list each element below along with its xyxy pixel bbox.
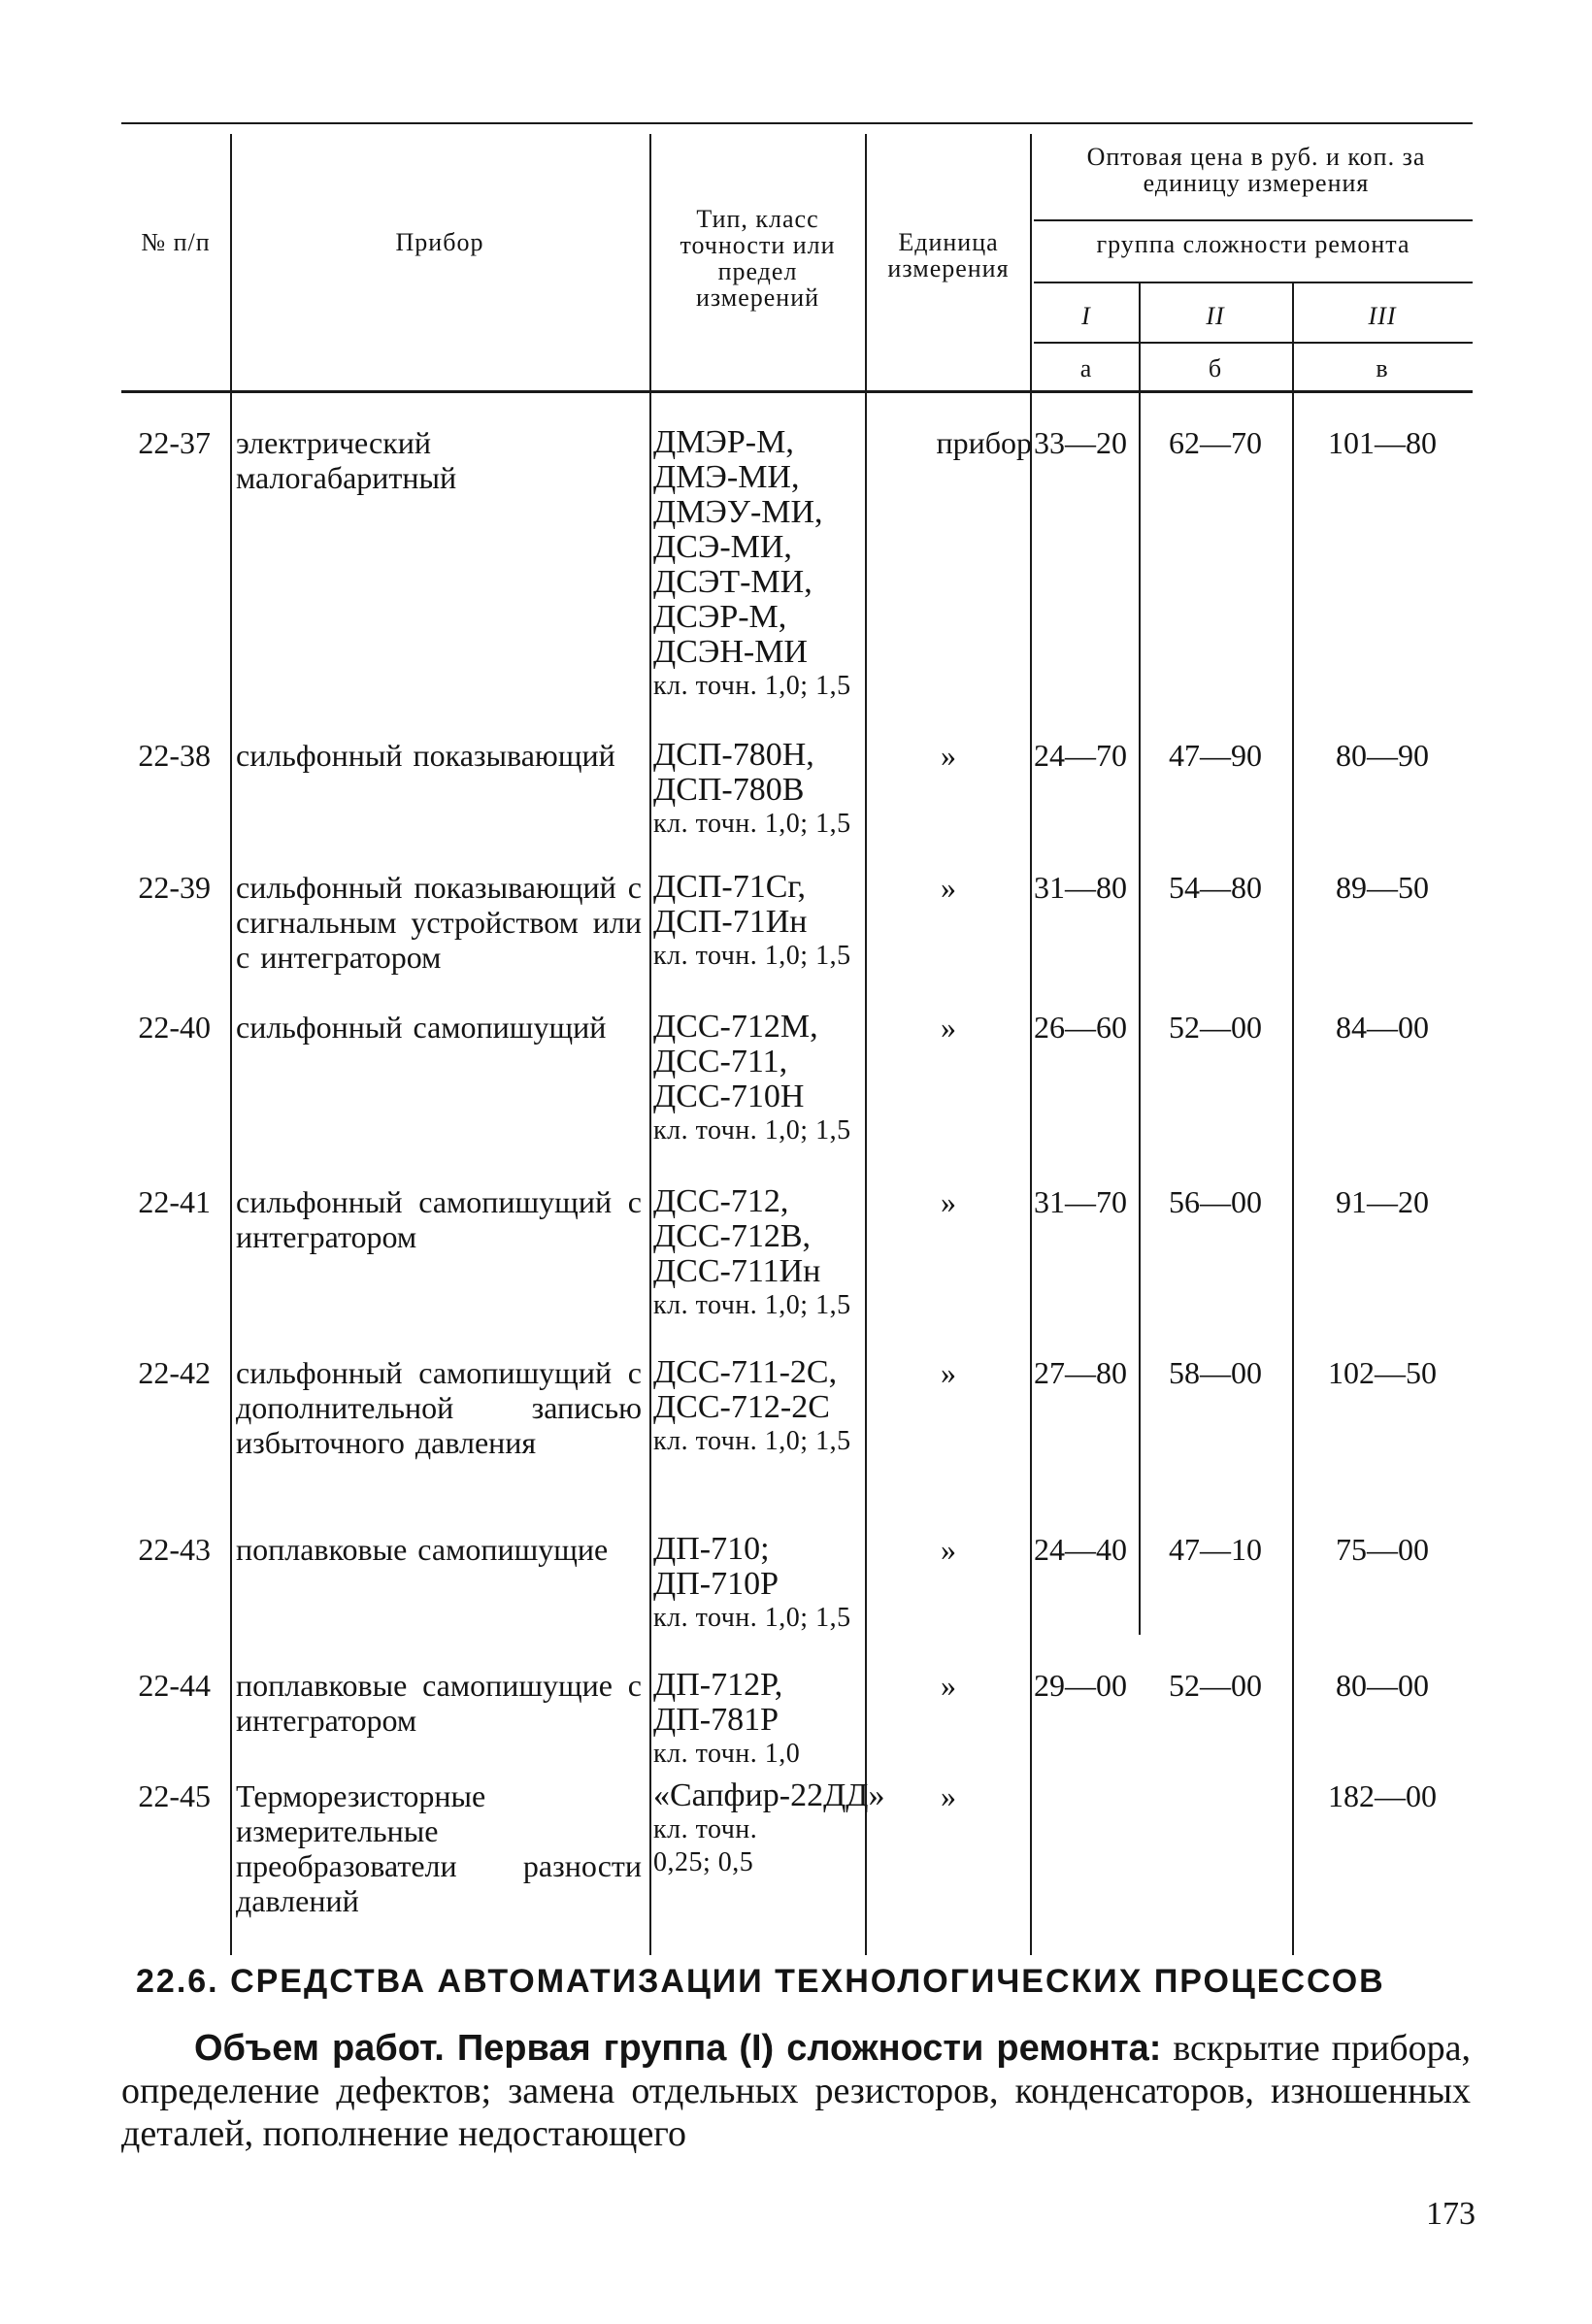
group-subheader-rule	[1034, 282, 1473, 283]
row-number: 22-38	[138, 738, 211, 773]
row-price-3: 84—00	[1336, 1010, 1429, 1045]
row-price-2: 52—00	[1169, 1668, 1262, 1703]
price-subheader-rule	[1034, 219, 1473, 221]
header-type: Тип, класс точности или предел измерений	[680, 205, 836, 312]
row-unit: »	[941, 1355, 956, 1390]
row-unit: прибор	[936, 425, 1032, 460]
row-number: 22-39	[138, 870, 211, 905]
row-price-2: 54—80	[1169, 870, 1262, 905]
roman-subheader-rule	[1034, 342, 1473, 344]
price-table	[121, 122, 1473, 1955]
header-group-2: II	[1206, 302, 1225, 330]
row-unit: »	[941, 1778, 956, 1813]
header-group-1: I	[1081, 302, 1091, 330]
row-price-3: 101—80	[1328, 425, 1437, 460]
row-price-1: 29—00	[1034, 1668, 1127, 1703]
header-unit: Единица измерения	[887, 228, 1010, 282]
row-number: 22-44	[138, 1668, 211, 1703]
row-unit: »	[941, 1184, 956, 1219]
col-divider-4	[1030, 134, 1032, 1955]
row-price-2: 52—00	[1169, 1010, 1262, 1045]
row-device: сильфонный самопишущий с интегратором	[236, 1184, 642, 1254]
row-unit: »	[941, 1668, 956, 1703]
row-price-3: 75—00	[1336, 1532, 1429, 1567]
row-device: поплавковые самопишущие	[236, 1532, 609, 1567]
row-price-3: 91—20	[1336, 1184, 1429, 1219]
row-price-2: 47—10	[1169, 1532, 1262, 1567]
col-divider-1	[230, 134, 232, 1955]
row-number: 22-37	[138, 425, 211, 460]
row-price-3: 80—00	[1336, 1668, 1429, 1703]
row-price-3: 182—00	[1328, 1778, 1437, 1813]
header-device: Прибор	[395, 228, 484, 256]
row-price-3: 89—50	[1336, 870, 1429, 905]
header-group: группа сложности ремонта	[1096, 230, 1410, 258]
row-price-2: 56—00	[1169, 1184, 1262, 1219]
row-unit: »	[941, 1010, 956, 1045]
row-price-2: 47—90	[1169, 738, 1262, 773]
row-device: Терморезисторные измерительные преобразователи разности давлений	[236, 1778, 642, 1918]
row-type: ДСС-712, ДСС-712В, ДСС-711Ин кл. точн. 1,0; 1,5	[653, 1183, 851, 1320]
header-sub-a: а	[1079, 354, 1093, 382]
paragraph-lead: Объем работ. Первая группа (I) сложности ремонта:	[194, 2028, 1162, 2069]
row-device: сильфонный самопишущий с дополнительной записью избыточного давления	[236, 1355, 642, 1460]
page-number: 173	[1426, 2196, 1476, 2232]
row-unit: »	[941, 738, 956, 773]
row-price-1: 27—80	[1034, 1355, 1127, 1390]
row-device: поплавковые самопишущие с интегратором	[236, 1668, 642, 1738]
row-price-2: 62—70	[1169, 425, 1262, 460]
row-type: ДСП-780Н, ДСП-780В кл. точн. 1,0; 1,5	[653, 737, 851, 839]
row-number: 22-45	[138, 1778, 211, 1813]
row-price-2: 58—00	[1169, 1355, 1262, 1390]
row-price-1: 33—20	[1034, 425, 1127, 460]
row-device: сильфонный самопишущий	[236, 1010, 607, 1045]
row-unit: »	[941, 1532, 956, 1567]
row-device: электрический малогабаритный	[236, 425, 457, 495]
header-num: № п/п	[141, 228, 211, 256]
row-price-1: 31—70	[1034, 1184, 1127, 1219]
section-heading: 22.6. СРЕДСТВА АВТОМАТИЗАЦИИ ТЕХНОЛОГИЧЕСКИХ ПРОЦЕССОВ	[136, 1963, 1385, 2000]
row-unit: »	[941, 870, 956, 905]
col-divider-5	[1139, 283, 1141, 1635]
row-number: 22-42	[138, 1355, 211, 1390]
table-top-rule	[121, 122, 1473, 124]
row-type: ДСС-712М, ДСС-711, ДСС-710Н кл. точн. 1,0; 1,5	[653, 1009, 851, 1145]
row-price-3: 80—90	[1336, 738, 1429, 773]
row-price-1: 24—70	[1034, 738, 1127, 773]
row-number: 22-40	[138, 1010, 211, 1045]
paragraph-text: вскрытие прибора, определение дефектов; замена отдельных резисторов, конденсаторов, изношенных деталей, пополнение недостающего	[121, 2028, 1471, 2154]
row-device: сильфонный показывающий с сигнальным устройством или с интегратором	[236, 870, 642, 975]
row-number: 22-43	[138, 1532, 211, 1567]
row-number: 22-41	[138, 1184, 211, 1219]
row-price-1: 31—80	[1034, 870, 1127, 905]
header-price: Оптовая цена в руб. и коп. за единицу измерения	[1086, 143, 1426, 197]
row-type: «Сапфир-22ДД» кл. точн. 0,25; 0,5	[653, 1777, 885, 1877]
row-type: ДП-712Р, ДП-781Р кл. точн. 1,0	[653, 1667, 801, 1769]
col-divider-6	[1292, 283, 1294, 1955]
row-price-1: 26—60	[1034, 1010, 1127, 1045]
header-group-3: III	[1368, 302, 1397, 330]
row-type: ДСП-71Сг, ДСП-71Ин кл. точн. 1,0; 1,5	[653, 869, 851, 971]
row-type: ДСС-711-2С, ДСС-712-2С кл. точн. 1,0; 1,5	[653, 1354, 851, 1456]
col-divider-2	[649, 134, 651, 1955]
row-price-3: 102—50	[1328, 1355, 1437, 1390]
header-bottom-rule	[121, 390, 1473, 393]
body-paragraph	[121, 2027, 1471, 2155]
row-type: ДМЭР-М, ДМЭ-МИ, ДМЭУ-МИ, ДСЭ-МИ, ДСЭТ-МИ, ДСЭР-М, ДСЭН-МИ кл. точн. 1,0; 1,5	[653, 424, 851, 701]
header-sub-b: б	[1208, 354, 1223, 382]
row-type: ДП-710; ДП-710Р кл. точн. 1,0; 1,5	[653, 1531, 851, 1633]
row-device: сильфонный показывающий	[236, 738, 615, 773]
header-sub-v: в	[1376, 354, 1389, 382]
row-price-1: 24—40	[1034, 1532, 1127, 1567]
